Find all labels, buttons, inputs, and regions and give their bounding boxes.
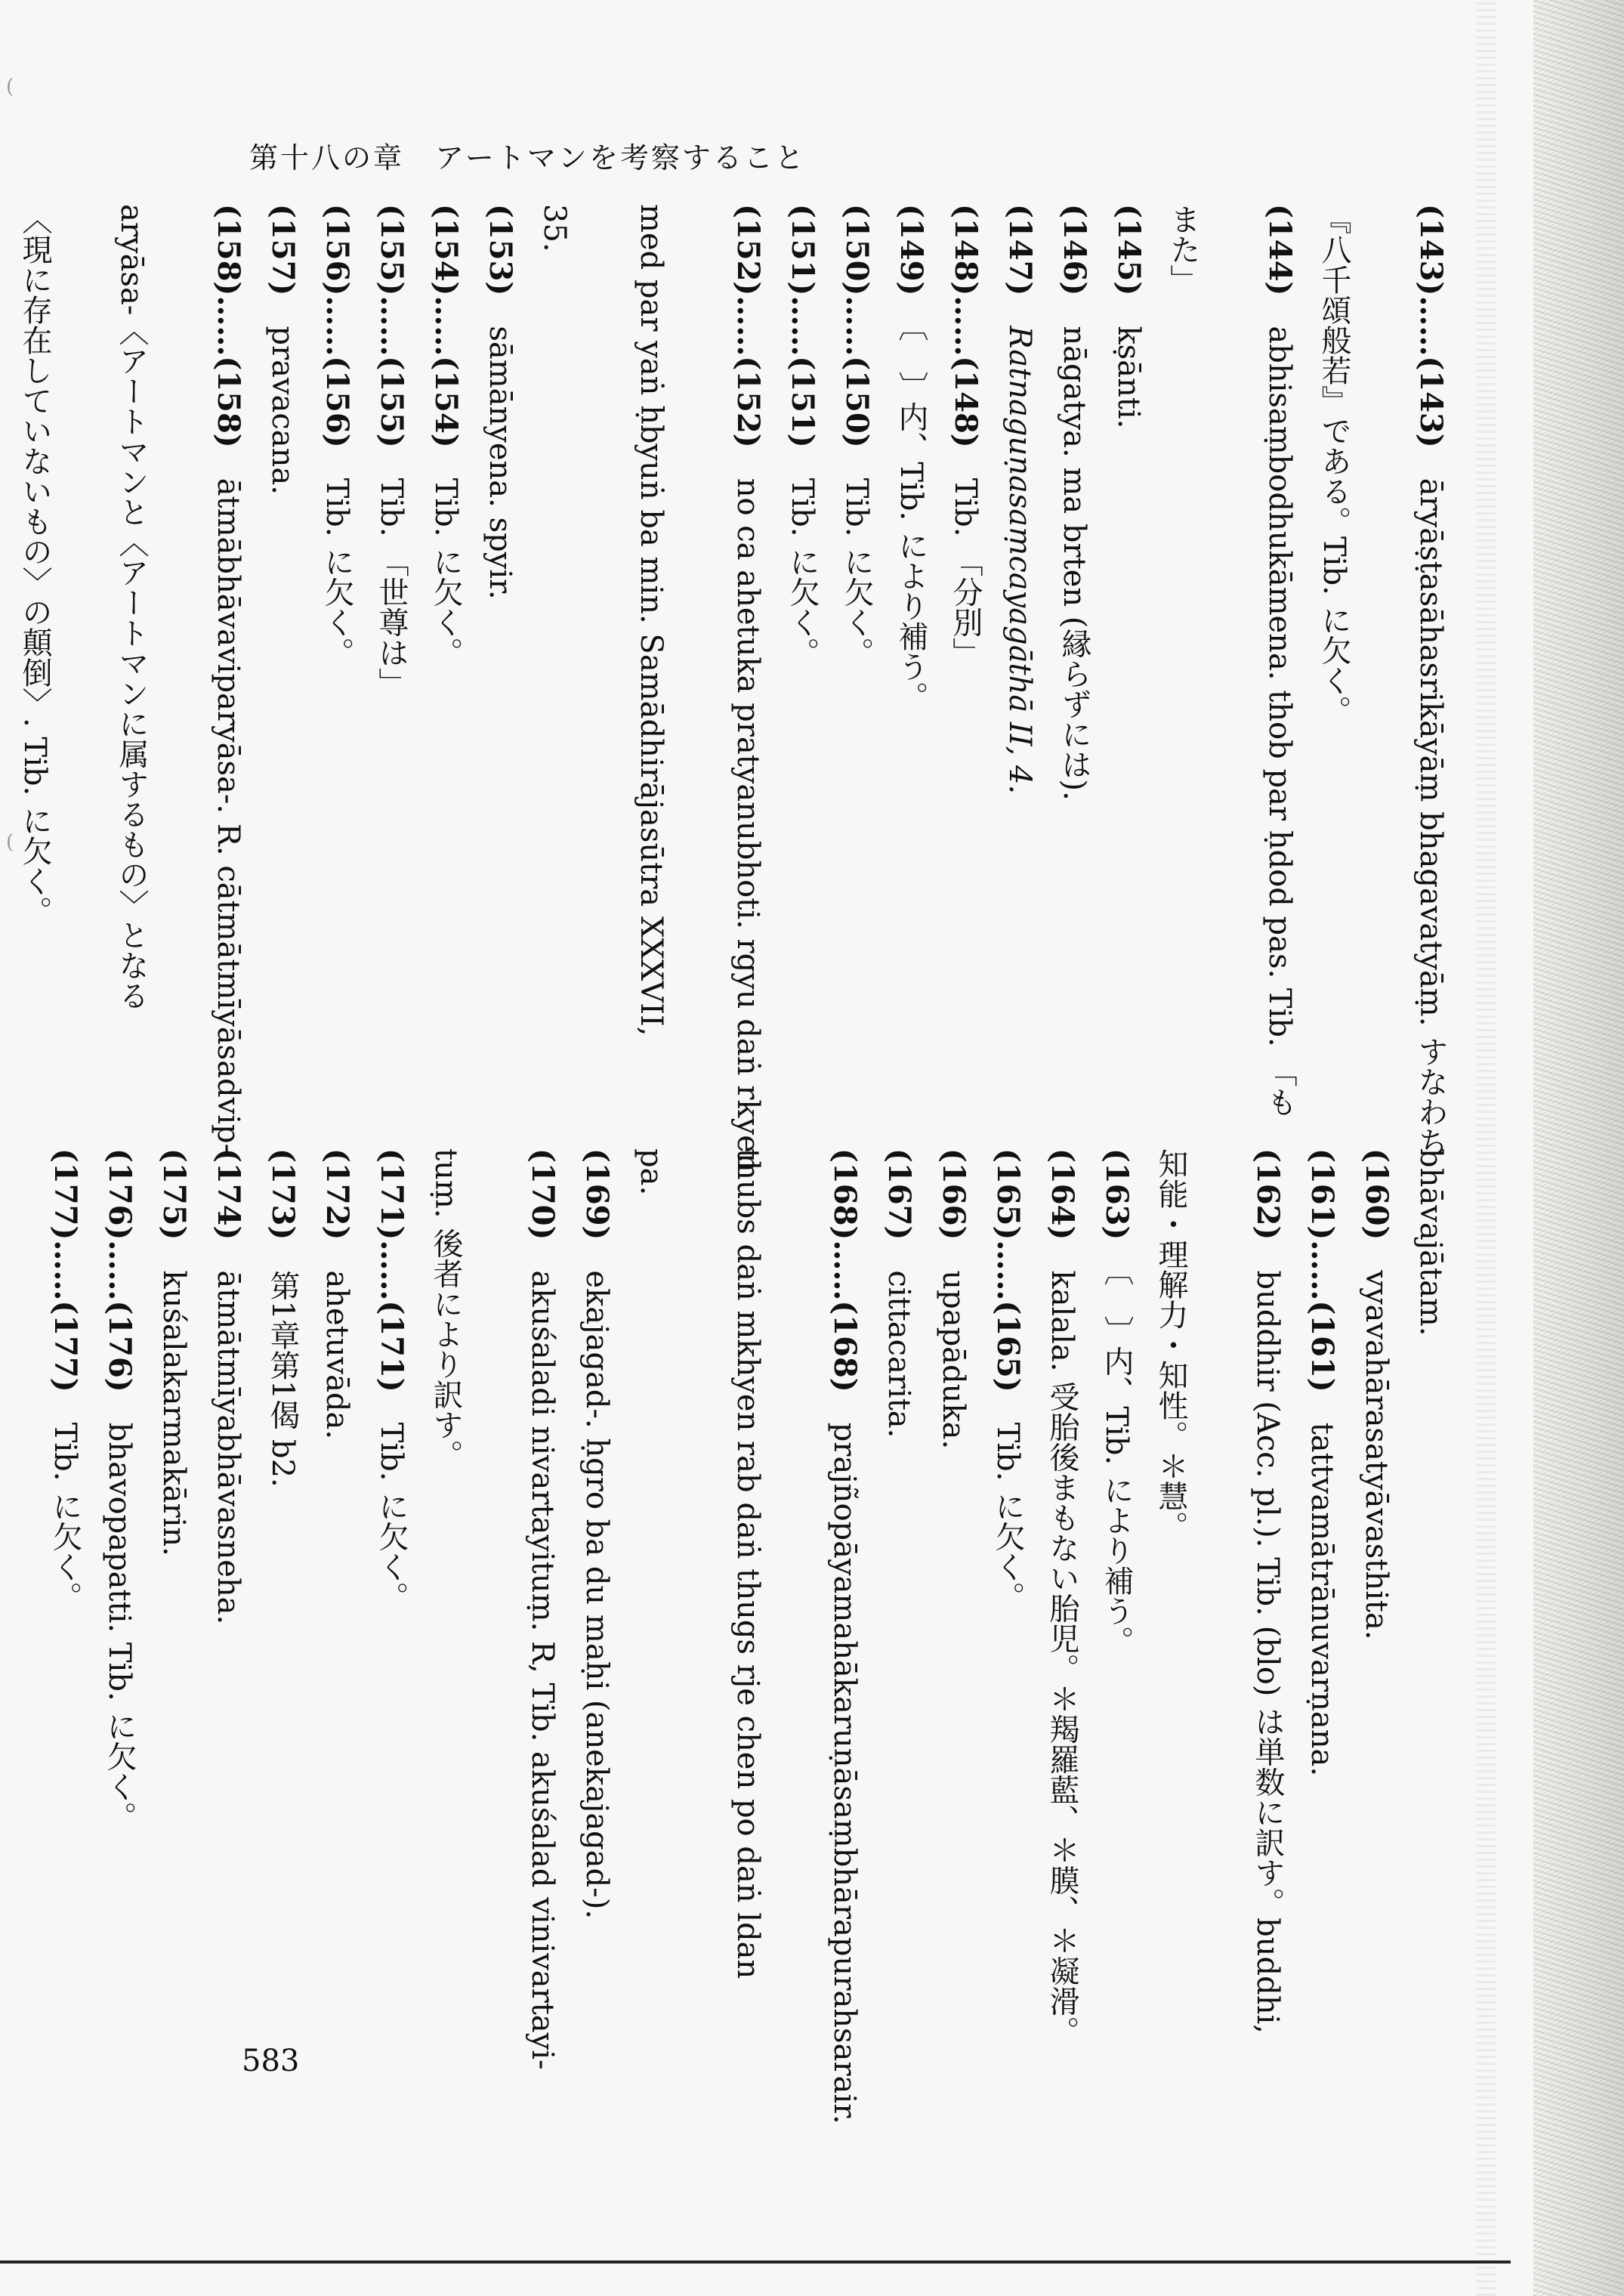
note-text: pa. (634, 1148, 668, 1196)
scan-shadow (1476, 0, 1496, 2296)
note-number: (143)……(143) (1413, 204, 1449, 448)
note-number: (161)……(161) (1304, 1148, 1340, 1392)
note-text: pravacana. (265, 326, 300, 495)
note-number: (147) (1002, 204, 1038, 296)
note-text: Tib. に欠く。 (785, 477, 820, 668)
note-text: bhavopapatti. Tib. に欠く。 (102, 1422, 137, 1832)
note-entry (38, 1148, 92, 1964)
note-entry (92, 1148, 147, 1964)
note-text: vyavahārasatyāvasthita. (1359, 1270, 1394, 1640)
note-text: ātmābhāvaviparyāsa-. R. cātmātmīyāsadvip- (211, 477, 245, 1154)
note-text: kṣānti. (1111, 326, 1146, 429)
note-text: thubs daṅ mkhyen rab daṅ thugs rje chen po daṅ ldan (730, 1148, 765, 1979)
note-number: (168)……(168) (827, 1148, 863, 1392)
note-entry (1144, 1148, 1240, 1964)
note-text: ahetuvāda. (320, 1270, 354, 1440)
note-text: 〔 〕内、Tib. により補う。 (894, 326, 928, 712)
note-text: また」 (1166, 204, 1200, 295)
note-number: (150)……(150) (839, 204, 875, 448)
bottom-rule (0, 2260, 1511, 2264)
note-entry (775, 204, 829, 1020)
note-text: akuśaladi nivartayituṃ. R, Tib. akuśalad vinivartayi- (525, 1270, 560, 2070)
note-text: med par yaṅ ḥbyuṅ ba min. Samādhirājasūtra XXXVII, (634, 204, 668, 1037)
note-text: 〔 〕内、Tib. により補う。 (1099, 1270, 1134, 1656)
note-number: (145) (1111, 204, 1147, 296)
margin-mark: ( (6, 831, 14, 854)
note-text: bhāvajātam. (1413, 1148, 1448, 1337)
notes-body (17, 204, 1458, 2124)
note-number: (163) (1099, 1148, 1135, 1241)
note-text: tuṃ. 後者により訳す。 (428, 1148, 463, 1470)
note-entry (255, 204, 310, 1020)
note-text: sāmānyena. spyir. (483, 326, 517, 600)
note-entry (147, 1148, 201, 1964)
note-number: (177)……(177) (48, 1148, 83, 1392)
note-entry (1252, 204, 1307, 1117)
note-number: (158)……(158) (211, 204, 246, 448)
note-entry (1047, 204, 1101, 1020)
note-entry (418, 1148, 515, 1964)
note-text: abhisaṃbodhukāmena. thob par ḥdod pas. Tib. 「も (1262, 326, 1297, 1117)
note-text: no ca ahetuka pratyanubhoti. rgyu daṅ rkyen (730, 477, 765, 1173)
note-number: (148)……(148) (948, 204, 983, 448)
note-entry (0, 204, 8, 1020)
note-number: (151)……(151) (785, 204, 820, 448)
note-entry (624, 204, 721, 1037)
note-number: (157) (265, 204, 301, 296)
note-entry (1403, 1148, 1458, 1964)
note-number: (162) (1250, 1148, 1286, 1241)
note-number: (165)……(165) (990, 1148, 1026, 1392)
note-number: (169) (579, 1148, 615, 1241)
note-entry (829, 204, 884, 1020)
note-number: (166) (936, 1148, 971, 1241)
note-entry (1349, 1148, 1403, 1964)
note-entry (1089, 1148, 1144, 1964)
note-text: nāgatya. ma brten (縁らずには). (1057, 326, 1091, 801)
note-number: (164) (1045, 1148, 1080, 1241)
note-entry (1101, 204, 1156, 1020)
note-number: (175) (156, 1148, 192, 1241)
note-text: tattvamātrānuvarṇana. (1304, 1422, 1339, 1777)
note-text: upapāduka. (936, 1270, 971, 1450)
note-text: 〈現に存在していないもの〉の顛倒〉. Tib. に欠く。 (17, 204, 52, 926)
note-number: (167) (881, 1148, 917, 1241)
note-entry (255, 1148, 310, 1964)
note-number: (173) (265, 1148, 301, 1241)
note-text: kalala. 受胎後まもない胎児。＊羯羅藍、＊膜、＊凝滑。 (1045, 1270, 1079, 2047)
note-entry (980, 1148, 1035, 1964)
note-text: ekajagad-. ḥgro ba du maḥi (anekajagad-). (579, 1270, 614, 1920)
note-entry (515, 1148, 570, 2070)
note-text: Tib. 「分別」 (948, 477, 983, 668)
note-number: (144) (1262, 204, 1298, 296)
note-text: 35. (537, 204, 572, 252)
note-entry (1307, 204, 1403, 1020)
note-entry (1035, 1148, 1089, 2047)
note-entry (201, 1148, 255, 1964)
margin-mark: ( (6, 76, 14, 98)
note-number: (153) (483, 204, 518, 296)
note-number: (156)……(156) (320, 204, 355, 448)
note-entry (418, 204, 473, 1020)
note-entry (104, 204, 201, 1020)
note-entry (473, 204, 527, 1020)
note-entry (872, 1148, 926, 1964)
note-number: (160) (1359, 1148, 1394, 1241)
note-entry (1295, 1148, 1349, 1964)
note-text: Tib. 「世尊は」 (374, 477, 409, 698)
note-text: Tib. に欠く。 (374, 1422, 409, 1612)
note-text: Tib. に欠く。 (839, 477, 874, 668)
note-entry (527, 204, 624, 1020)
note-entry (721, 204, 775, 1173)
note-text: Tib. に欠く。 (428, 477, 463, 668)
scan-edge-texture (1533, 0, 1624, 2296)
note-entry (8, 204, 104, 1020)
note-entry (364, 1148, 418, 1964)
note-entry (884, 204, 938, 1020)
note-entry (310, 1148, 364, 1964)
note-text: kuśalakarmakārin. (156, 1270, 191, 1556)
note-entry (721, 1148, 817, 1979)
note-number: (149) (894, 204, 929, 296)
notes-column-top (0, 204, 1458, 1173)
note-text: ātmātmīyabhāvasneha. (211, 1270, 245, 1625)
note-text: Tib. に欠く。 (320, 477, 354, 668)
note-entry (624, 1148, 721, 1964)
chapter-header: 第十八の章 アートマンを考察すること (249, 141, 806, 175)
note-entry (1403, 204, 1458, 1157)
note-text: Tib. に欠く。 (990, 1422, 1025, 1612)
note-number: (146) (1057, 204, 1092, 296)
note-text: cittacarita. (881, 1270, 916, 1438)
note-text: Tib. に欠く。 (48, 1422, 82, 1612)
note-text: 知能・理解力・知性。＊慧。 (1153, 1148, 1188, 1541)
note-text: 『八千頌般若』である。Tib. に欠く。 (1317, 204, 1351, 726)
note-entry (993, 204, 1047, 1020)
note-number: (176)……(176) (102, 1148, 137, 1392)
page-number: 583 (242, 2044, 300, 2078)
note-number: (172) (320, 1148, 355, 1241)
note-number: (174) (211, 1148, 246, 1241)
note-entry (201, 204, 255, 1154)
note-text: aryāsa-〈アートマンと〈アートマンに属するもの〉となる (114, 204, 149, 1011)
note-number: (154)……(154) (428, 204, 464, 448)
note-entry (938, 204, 993, 1020)
note-number: (152)……(152) (730, 204, 766, 448)
note-number: (171)……(171) (374, 1148, 409, 1392)
note-text: Ratnaguṇasaṃcayagāthā II, 4. (1002, 326, 1037, 795)
note-number: (155)……(155) (374, 204, 409, 448)
note-text: 第1章第1偈 b2. (265, 1270, 300, 1488)
note-entry (364, 204, 418, 1020)
note-entry (1240, 1148, 1295, 2034)
note-text: āryāṣṭasāhasrikāyāṃ bhagavatyāṃ. すなわち (1413, 477, 1448, 1157)
note-entry (817, 1148, 872, 2124)
note-entry (570, 1148, 624, 1964)
note-entry (310, 204, 364, 1020)
note-entry (1156, 204, 1252, 1020)
note-text: prajñopāyamahākaruṇāsaṃbhārapurahsarair. (827, 1422, 862, 2124)
note-text: buddhir (Acc. pl.). Tib. (blo) は単数に訳す。buddhi, (1250, 1270, 1285, 2034)
note-number: (170) (525, 1148, 560, 1241)
note-entry (926, 1148, 980, 1964)
